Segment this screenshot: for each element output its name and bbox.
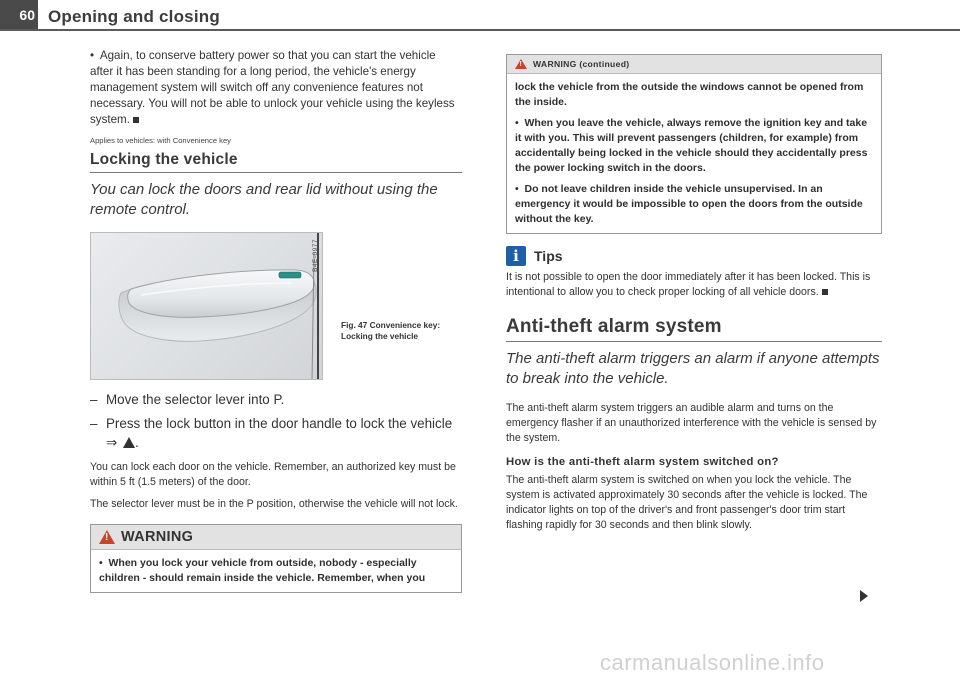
door-handle-illustration [91, 233, 323, 380]
section-subtitle-locking: You can lock the doors and rear lid without using the remote control. [90, 181, 438, 218]
steps-list [90, 390, 462, 452]
step-item [90, 390, 462, 409]
tips-title: Tips [534, 248, 563, 264]
locking-paragraph-2: The selector lever must be in the P position, otherwise the vehicle will not lock. [90, 498, 458, 510]
warning-item-text: Do not leave children inside the vehicle unsupervised. In an emergency it would be impossible to open the doors from the outside without the key. [515, 183, 863, 225]
warning-item: lock the vehicle from the outside the windows cannot be opened from the inside. [515, 81, 864, 108]
warning-continued-header [507, 55, 881, 74]
warning-text: • When you lock your vehicle from outside, nobody - especially children - should remain inside the vehicle. Remember, when you [99, 557, 426, 584]
warning-item: • Do not leave children inside the vehicle unsupervised. In an emergency it would be impossible to open the doors from the outside without the key. [515, 183, 863, 225]
warning-continued-body [507, 74, 881, 233]
alarm-paragraph-2: The anti-theft alarm system is switched on when you lock the vehicle. The system is activated approximately 30 seconds after the vehicle is locked. The indicator lights on top of the driver's and front passenger's door trim start flashing rapidly for 30 seconds and then blink slowly. [506, 474, 868, 531]
step-text: Press the lock button in the door handle to lock the vehicle ⇒ [106, 416, 453, 450]
alarm-paragraph-1: The anti-theft alarm system triggers an audible alarm and turns on the emergency flasher if an unauthorized interference with the vehicle is sensed by the system. [506, 402, 877, 444]
site-watermark: carmanualsonline.info [600, 650, 825, 675]
section-title-locking: Locking the vehicle [90, 151, 462, 173]
continue-arrow-icon [860, 590, 868, 602]
right-column [506, 54, 882, 540]
door-handle-figure [90, 232, 323, 380]
info-icon [506, 246, 526, 266]
end-mark [133, 117, 139, 123]
warning-item-text: When you leave the vehicle, always remove the ignition key and take it with you. This will prevent passengers (children, for example) from accidentally being locked in the vehicle should they accidentally press the power locking switch in the doors. [515, 117, 868, 174]
header-rule [0, 29, 960, 31]
warning-triangle-icon [515, 59, 527, 69]
warning-continued-box [506, 54, 882, 234]
applies-note: Applies to vehicles: with Convenience key [90, 136, 231, 145]
figure-row [90, 232, 462, 380]
warning-item: • When you leave the vehicle, always remove the ignition key and take it with you. This will prevent passengers (children, for example) from accidentally being locked in the vehicle should they accidentally press the power locking switch in the doors. [515, 117, 868, 174]
warning-continued-title: WARNING (continued) [533, 59, 630, 69]
step-item: – Press the lock button in the door handle to lock the vehicle ⇒ ! . [90, 414, 462, 452]
section-title-alarm: Anti-theft alarm system [506, 316, 882, 342]
warning-title: WARNING [121, 529, 194, 545]
warning-text-content: When you lock your vehicle from outside, nobody - especially children - should remain inside the vehicle. Remember, when you [99, 557, 426, 584]
figure-caption: Fig. 47 Convenience key: Locking the vehicle [341, 320, 441, 341]
end-mark [822, 289, 828, 295]
tips-text: It is not possible to open the door immediately after it has been locked. This is intentional to allow you to check proper locking of all vehicle doors. [506, 271, 871, 298]
left-column [90, 48, 462, 593]
locking-paragraph-1: You can lock each door on the vehicle. Remember, an authorized key must be within 5 ft (1.5 meters) of the door. [90, 461, 456, 488]
alarm-subheading: How is the anti-theft alarm system switched on? [506, 456, 779, 468]
tips-header [506, 246, 882, 266]
intro-text: Again, to conserve battery power so that you can start the vehicle after it has been standing for a long period, the vehicle's energy management system will switch off any convenience features not necessary. You will not be able to unlock your vehicle using the keyless system. [90, 49, 455, 126]
warning-box [90, 524, 462, 593]
step-text: Move the selector lever into P. [106, 392, 285, 407]
chapter-title: Opening and closing [48, 7, 220, 26]
intro-paragraph: • Again, to conserve battery power so that you can start the vehicle after it has been standing for a long period, the vehicle's energy management system will switch off any convenience features not necessary. You will not be able to unlock your vehicle using the keyless system. [90, 49, 455, 126]
warning-triangle-icon [99, 530, 115, 544]
tips-paragraph [506, 270, 882, 300]
section-subtitle-alarm: The anti-theft alarm triggers an alarm if anyone attempts to break into the vehicle. [506, 350, 880, 387]
warning-body [91, 550, 461, 592]
warning-header [91, 525, 461, 550]
warning-ref-icon [123, 437, 135, 448]
figure-code: B4E-0977 [312, 239, 319, 272]
page-number: 60 [0, 0, 38, 30]
